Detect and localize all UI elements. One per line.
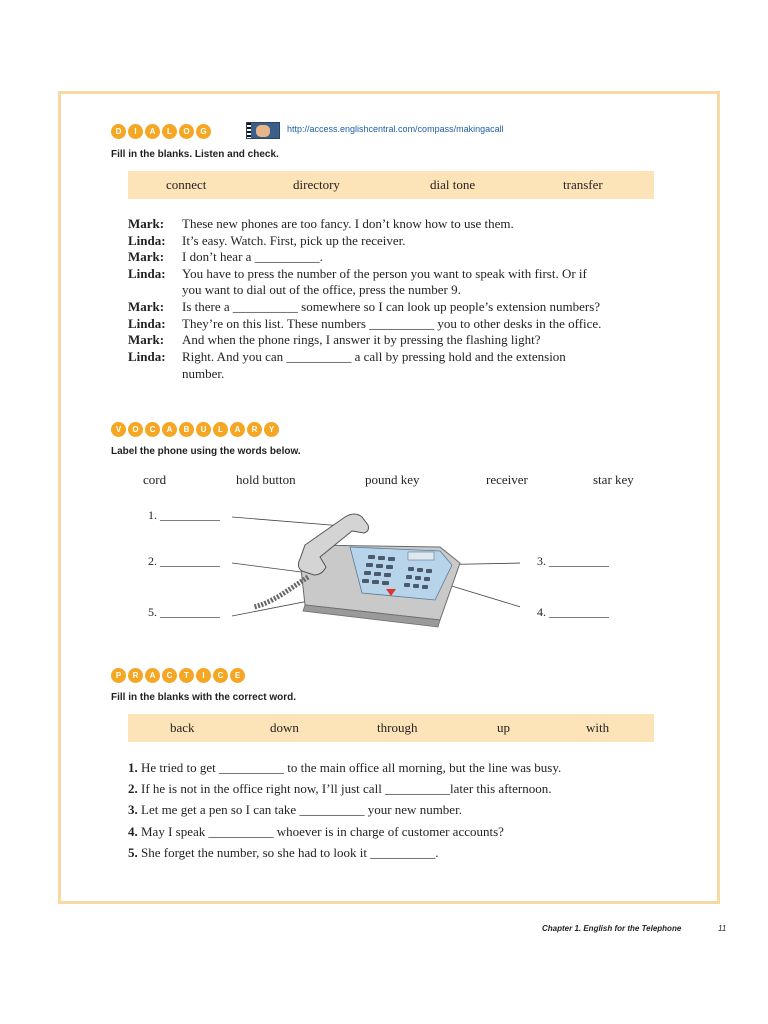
practice-heading	[111, 668, 245, 683]
dialog-line: I don’t hear a __________.	[182, 249, 323, 264]
vocabulary-letter: Y	[264, 422, 279, 437]
speaker-label: Linda:	[128, 349, 166, 364]
word-box-item: dial tone	[430, 177, 476, 192]
label-blank[interactable]: 4. __________	[537, 605, 609, 619]
word-box-item: up	[497, 720, 510, 735]
dialog-letter: L	[162, 124, 177, 139]
dialog-letter: D	[111, 124, 126, 139]
practice-instruction: Fill in the blanks with the correct word.	[111, 692, 297, 703]
dialog-line: They’re on this list. These numbers __________ you to other desks in the office.	[182, 316, 602, 331]
vocabulary-letter: C	[145, 422, 160, 437]
dialog-line: you want to dial out of the office, press the number 9.	[182, 282, 461, 297]
speaker-label: Mark:	[128, 249, 165, 264]
vocabulary-letter: O	[128, 422, 143, 437]
vocabulary-word: star key	[593, 472, 634, 487]
practice-item: 2. If he is not in the office right now, I’ll just call __________later this afternoon.	[128, 781, 552, 796]
vocabulary-letter: U	[196, 422, 211, 437]
vocabulary-letter: V	[111, 422, 126, 437]
dialog-instruction: Fill in the blanks. Listen and check.	[111, 149, 279, 160]
vocabulary-heading	[111, 422, 279, 437]
practice-letter: P	[111, 668, 126, 683]
word-box-item: through	[377, 720, 418, 735]
speaker-label: Linda:	[128, 233, 166, 248]
dialog-letter: G	[196, 124, 211, 139]
word-box-item: with	[586, 720, 610, 735]
dialog-line: Right. And you can __________ a call by pressing hold and the extension	[182, 349, 566, 364]
vocabulary-instruction: Label the phone using the words below.	[111, 446, 301, 457]
dialog-line: It’s easy. Watch. First, pick up the receiver.	[182, 233, 406, 248]
practice-letter: E	[230, 668, 245, 683]
vocabulary-word: hold button	[236, 472, 296, 487]
dialog-line: Is there a __________ somewhere so I can look up people’s extension numbers?	[182, 299, 601, 314]
dialog-line: And when the phone rings, I answer it by pressing the flashing light?	[182, 332, 541, 347]
label-blank[interactable]: 1. __________	[148, 508, 220, 522]
practice-letter: C	[213, 668, 228, 683]
label-blank[interactable]: 2. __________	[148, 554, 220, 568]
dialog-word-box	[128, 171, 654, 199]
word-box-item: down	[270, 720, 299, 735]
dialog-heading	[111, 124, 211, 139]
vocabulary-letter: A	[162, 422, 177, 437]
page-number: 11	[718, 924, 727, 933]
practice-item: 1. He tried to get __________ to the main office all morning, but the line was busy.	[128, 760, 562, 775]
word-box-item: directory	[293, 177, 340, 192]
word-box-item: back	[170, 720, 195, 735]
vocabulary-letter: B	[179, 422, 194, 437]
vocabulary-letter: R	[247, 422, 262, 437]
practice-item: 5. She forget the number, so she had to look it __________.	[128, 845, 439, 860]
speaker-label: Linda:	[128, 266, 166, 281]
video-link[interactable]: http://access.englishcentral.com/compass/makingacall	[287, 124, 504, 134]
practice-item: 3. Let me get a pen so I can take __________ your new number.	[128, 802, 462, 817]
vocabulary-word: pound key	[365, 472, 420, 487]
practice-letter: I	[196, 668, 211, 683]
speaker-label: Linda:	[128, 316, 166, 331]
practice-letter: A	[145, 668, 160, 683]
label-blank[interactable]: 3. __________	[537, 554, 609, 568]
vocabulary-letter: A	[230, 422, 245, 437]
word-box-item: transfer	[563, 177, 603, 192]
label-blank[interactable]: 5. __________	[148, 605, 220, 619]
video-thumbnail-icon[interactable]	[246, 122, 280, 139]
speaker-label: Mark:	[128, 299, 165, 314]
dialog-letter: A	[145, 124, 160, 139]
speaker-label: Mark:	[128, 332, 165, 347]
vocabulary-word: cord	[143, 472, 167, 487]
vocabulary-word: receiver	[486, 472, 528, 487]
practice-item: 4. May I speak __________ whoever is in charge of customer accounts?	[128, 824, 504, 839]
vocabulary-letter: L	[213, 422, 228, 437]
speaker-label: Mark:	[128, 216, 165, 231]
dialog-line: These new phones are too fancy. I don’t know how to use them.	[182, 216, 514, 231]
dialog-line: You have to press the number of the person you want to speak with first. Or if	[182, 266, 587, 281]
practice-letter: R	[128, 668, 143, 683]
word-box-item: connect	[166, 177, 207, 192]
chapter-footer: Chapter 1. English for the Telephone	[542, 924, 682, 933]
practice-letter: T	[179, 668, 194, 683]
practice-letter: C	[162, 668, 177, 683]
dialog-letter: O	[179, 124, 194, 139]
dialog-letter: I	[128, 124, 143, 139]
practice-word-box	[128, 714, 654, 742]
dialog-line: number.	[182, 366, 225, 381]
